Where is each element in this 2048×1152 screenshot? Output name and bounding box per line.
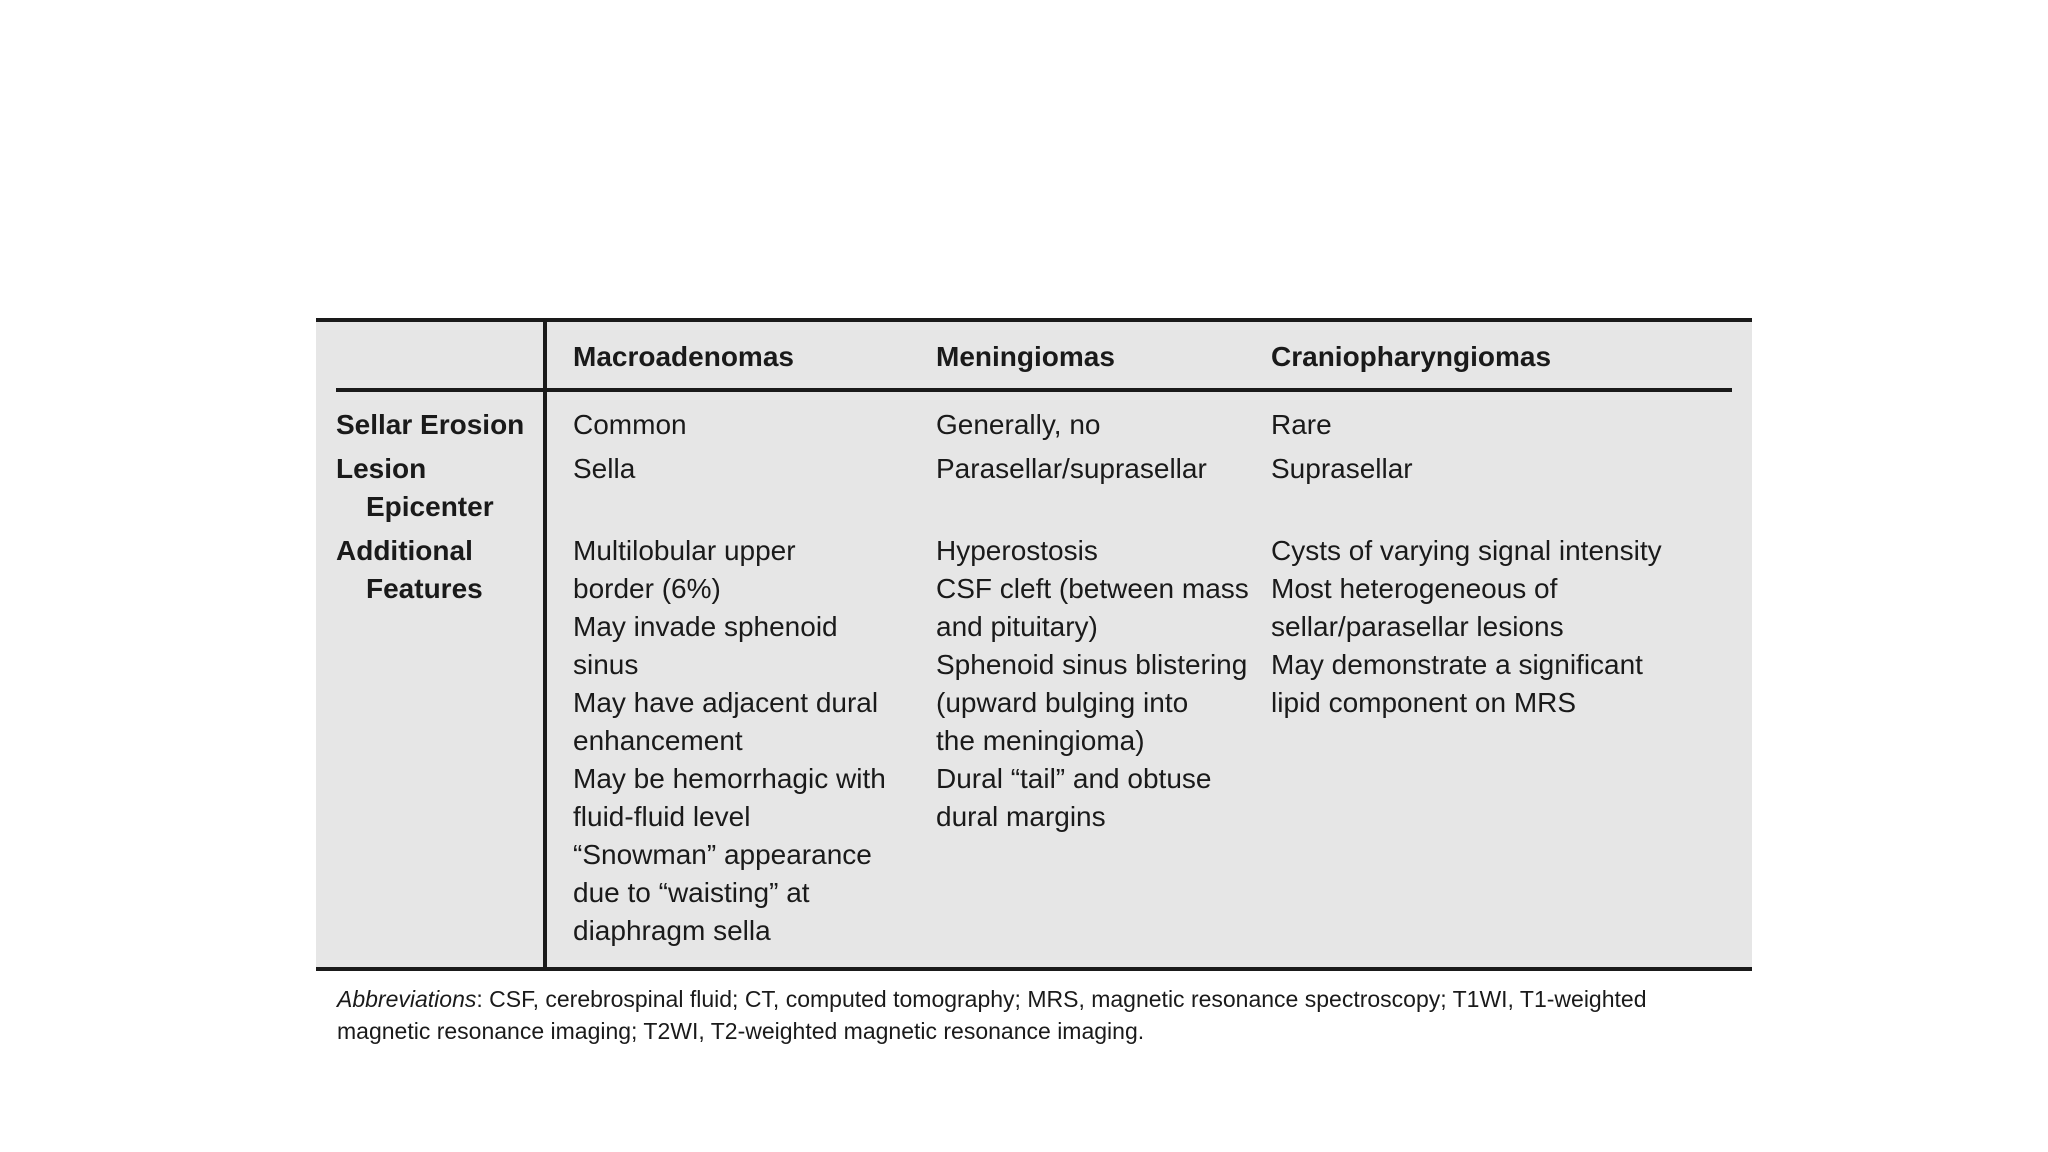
feature-item	[573, 836, 886, 950]
feature-item	[1271, 532, 1662, 570]
header-rule	[336, 388, 1732, 392]
row-label-additional-features-line1: Additional	[336, 535, 473, 566]
cell-sellar-erosion-meningiomas: Generally, no	[936, 409, 1101, 440]
feature-item-line: lipid component on MRS	[1271, 687, 1577, 718]
feature-item-line: due to “waisting” at	[573, 877, 810, 908]
feature-item	[936, 532, 1249, 570]
row-label-lesion-epicenter-line2: Epicenter	[366, 491, 494, 522]
cell-lesion-epicenter-meningiomas: Parasellar/suprasellar	[936, 453, 1207, 484]
cell-lesion-epicenter-craniopharyngiomas: Suprasellar	[1271, 453, 1413, 484]
cell-sellar-erosion-craniopharyngiomas: Rare	[1271, 409, 1332, 440]
feature-item-line: diaphragm sella	[573, 915, 771, 946]
feature-item	[1271, 570, 1662, 646]
feature-item-line: Multilobular upper	[573, 535, 796, 566]
column-divider	[543, 322, 547, 967]
feature-item-line: dural margins	[936, 801, 1106, 832]
feature-item	[573, 608, 886, 684]
feature-item-line: enhancement	[573, 725, 743, 756]
feature-item-line: the meningioma)	[936, 725, 1145, 756]
feature-item-line: Dural “tail” and obtuse	[936, 763, 1212, 794]
abbreviations-footnote	[337, 983, 1737, 1047]
footnote-lead: Abbreviations	[337, 986, 477, 1012]
feature-item-line: border (6%)	[573, 573, 721, 604]
feature-item-line: May be hemorrhagic with	[573, 763, 886, 794]
feature-item	[1271, 646, 1662, 722]
feature-item-line: Cysts of varying signal intensity	[1271, 535, 1662, 566]
cell-sellar-erosion-macroadenomas: Common	[573, 409, 687, 440]
cell-additional-features-meningiomas	[936, 532, 1249, 836]
row-label-additional-features	[336, 532, 483, 608]
header-meningiomas: Meningiomas	[936, 341, 1115, 372]
feature-item-line: Most heterogeneous of	[1271, 573, 1558, 604]
header-craniopharyngiomas: Craniopharyngiomas	[1271, 341, 1552, 372]
footnote-text: : CSF, cerebrospinal fluid; CT, computed tomography; MRS, magnetic resonance spectroscopy; T1WI, T1-weighted magnetic resonance imaging; T2WI, T2-weighted magnetic resonance imaging.	[337, 986, 1647, 1044]
feature-item-line: “Snowman” appearance	[573, 839, 872, 870]
feature-item-line: Sphenoid sinus blistering	[936, 649, 1248, 680]
feature-item-line: May demonstrate a significant	[1271, 649, 1643, 680]
header-macroadenomas: Macroadenomas	[573, 341, 794, 372]
row-label-lesion-epicenter-line1: Lesion	[336, 453, 427, 484]
row-label-additional-features-line2: Features	[366, 573, 483, 604]
feature-item-line: May invade sphenoid	[573, 611, 838, 642]
feature-item-line: CSF cleft (between mass	[936, 573, 1249, 604]
feature-item	[573, 760, 886, 836]
feature-item-line: sinus	[573, 649, 639, 680]
row-label-sellar-erosion: Sellar Erosion	[336, 409, 525, 440]
cell-lesion-epicenter-macroadenomas: Sella	[573, 453, 636, 484]
feature-item-line: sellar/parasellar lesions	[1271, 611, 1564, 642]
feature-item-line: Hyperostosis	[936, 535, 1098, 566]
cell-additional-features-craniopharyngiomas	[1271, 532, 1662, 722]
feature-item-line: (upward bulging into	[936, 687, 1189, 718]
row-label-lesion-epicenter	[336, 450, 494, 526]
feature-item	[573, 532, 886, 608]
feature-item	[573, 684, 886, 760]
cell-additional-features-macroadenomas	[573, 532, 886, 950]
feature-item	[936, 570, 1249, 646]
feature-item-line: and pituitary)	[936, 611, 1098, 642]
comparison-table	[316, 318, 1752, 971]
feature-item	[936, 760, 1249, 836]
feature-item	[936, 646, 1249, 760]
feature-item-line: May have adjacent dural	[573, 687, 879, 718]
feature-item-line: fluid-fluid level	[573, 801, 751, 832]
